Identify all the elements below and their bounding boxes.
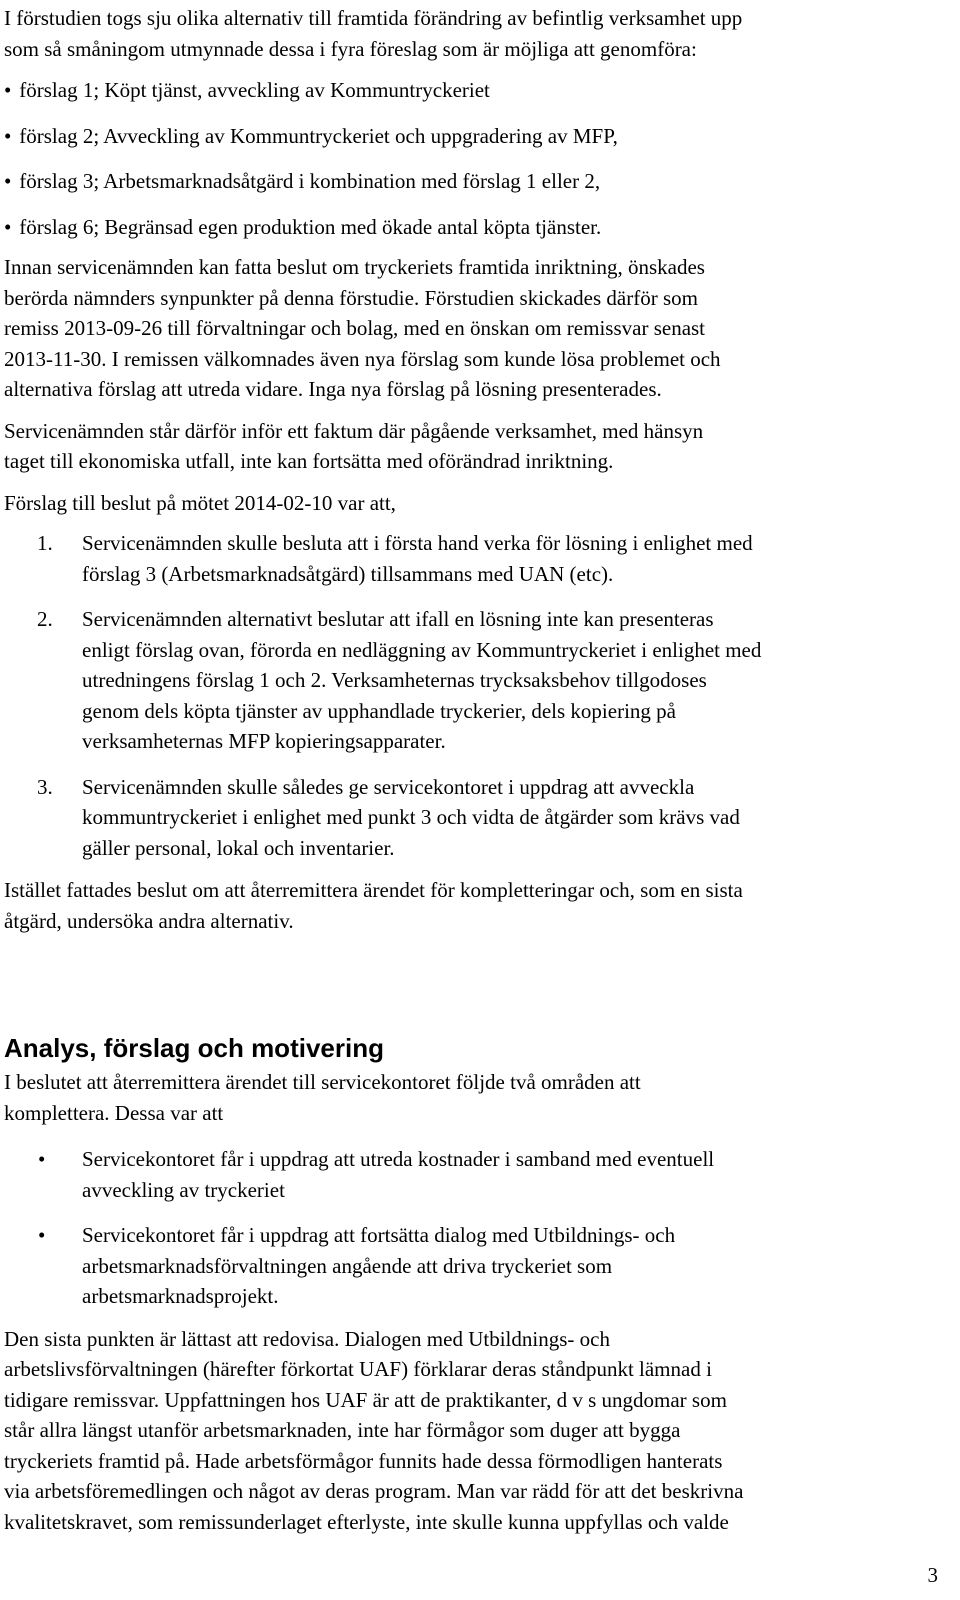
text-line: genom dels köpta tjänster av upphandlade tryckerier, dels kopiering på (82, 698, 676, 723)
list-item (4, 604, 949, 757)
section-heading: Analys, förslag och motivering (4, 1033, 384, 1063)
bullet-icon: • (38, 1223, 46, 1247)
list-item-text: förslag 6; Begränsad egen produktion med ökade antal köpta tjänster. (19, 214, 602, 239)
text-line: Istället fattades beslut om att återremittera ärendet för kompletteringar och, som en sista (4, 878, 743, 902)
text-line: utredningens förslag 1 och 2. Verksamheternas trycksaksbehov tillgodoses (82, 668, 707, 692)
analysis-bullet-list (4, 1144, 949, 1312)
last-point-paragraph (4, 1324, 949, 1538)
proposal-list (4, 75, 949, 242)
list-item-text (82, 604, 949, 757)
list-number: 2. (37, 607, 53, 631)
list-item (4, 121, 949, 152)
list-item (4, 75, 949, 106)
decision-list (4, 528, 949, 863)
instead-paragraph (4, 875, 949, 936)
text-line: gäller personal, lokal och inventarier. (82, 835, 395, 860)
text-line: I beslutet att återremittera ärendet till servicekontoret följde två områden att (4, 1070, 641, 1094)
list-number: 3. (37, 774, 53, 799)
text-line: kvalitetskravet, som remissunderlaget efterlyste, inte skulle kunna uppfyllas och valde (4, 1509, 729, 1534)
text-line: som så småningom utmynnade dessa i fyra föreslag som är möjliga att genomföra: (4, 36, 697, 61)
text-line: komplettera. Dessa var att (4, 1100, 224, 1125)
text-line: tryckeriets framtid på. Hade arbetsförmågor funnits hade dessa förmodligen hanterats (4, 1448, 723, 1473)
text-line: remiss 2013-09-26 till förvaltningar och bolag, med en önskan om remissvar senast (4, 316, 706, 340)
list-item-text (82, 772, 949, 864)
text-line: står allra längst utanför arbetsmarknaden, inte har förmågor som duger att bygga (4, 1418, 681, 1442)
faktum-paragraph (4, 416, 949, 477)
text-line: alternativa förslag att utreda vidare. Inga nya förslag på lösning presenterades. (4, 377, 662, 401)
text-line: tidigare remissvar. Uppfattningen hos UAF är att de praktikanter, d v s ungdomar som (4, 1387, 727, 1412)
text-line: förslag 3 (Arbetsmarknadsåtgärd) tillsammans med UAN (etc). (82, 561, 614, 586)
text-line: arbetslivsförvaltningen (härefter förkortat UAF) förklarar deras ståndpunkt lämnad i (4, 1357, 712, 1381)
text-line: berörda nämnders synpunkter på denna förstudie. Förstudien skickades därför som (4, 285, 698, 310)
list-item (4, 528, 949, 589)
list-item-text (82, 528, 949, 589)
list-item-text: förslag 2; Avveckling av Kommuntryckeriet och uppgradering av MFP, (19, 123, 618, 148)
page-number: 3 (927, 1563, 938, 1587)
list-item-text: förslag 3; Arbetsmarknadsåtgärd i kombination med förslag 1 eller 2, (19, 169, 601, 193)
bullet-icon: • (4, 78, 12, 102)
list-item (4, 1220, 949, 1312)
list-item-text: förslag 1; Köpt tjänst, avveckling av Kommuntryckeriet (19, 78, 490, 102)
document-page (4, 0, 949, 1537)
text-line: kommuntryckeriet i enlighet med punkt 3 och vidta de åtgärder som krävs vad (82, 805, 740, 829)
text-line: Servicekontoret får i uppdrag att fortsätta dialog med Utbildnings- och (82, 1223, 676, 1247)
bullet-icon: • (4, 214, 12, 239)
bullet-icon: • (38, 1147, 46, 1171)
text-line: Servicenämnden står därför inför ett faktum där pågående verksamhet, med hänsyn (4, 418, 704, 443)
list-item-text (82, 1220, 949, 1312)
text-line: via arbetsföremedlingen och något av deras program. Man var rädd för att det beskrivna (4, 1479, 744, 1503)
text-line: Den sista punkten är lättast att redovisa. Dialogen med Utbildnings- och (4, 1326, 610, 1351)
text-line: Servicenämnden skulle således ge servicekontoret i uppdrag att avveckla (82, 774, 695, 799)
intro-paragraph (4, 3, 949, 64)
list-item (4, 166, 949, 197)
meeting-proposal-line: Förslag till beslut på mötet 2014-02-10 var att, (4, 490, 396, 515)
text-line: enligt förslag ovan, förorda en nedläggning av Kommuntryckeriet i enlighet med (82, 637, 762, 662)
text-line: avveckling av tryckeriet (82, 1177, 285, 1202)
list-item-text (82, 1144, 949, 1205)
bullet-icon: • (4, 169, 12, 193)
text-line: Servicekontoret får i uppdrag att utreda kostnader i samband med eventuell (82, 1147, 715, 1171)
list-item (4, 772, 949, 864)
text-line: taget till ekonomiska utfall, inte kan fortsätta med oförändrad inriktning. (4, 449, 614, 473)
text-line: arbetsmarknadsprojekt. (82, 1284, 279, 1308)
remiss-paragraph (4, 252, 949, 405)
text-line: Servicenämnden skulle besluta att i första hand verka för lösning i enlighet med (82, 531, 753, 555)
list-number: 1. (37, 531, 53, 555)
text-line: åtgärd, undersöka andra alternativ. (4, 908, 294, 933)
text-line: Innan servicenämnden kan fatta beslut om tryckeriets framtida inriktning, önskades (4, 255, 705, 279)
analysis-intro-paragraph (4, 1067, 949, 1128)
list-item (4, 1144, 949, 1205)
text-line: Servicenämnden alternativt beslutar att ifall en lösning inte kan presenteras (82, 607, 714, 631)
list-item (4, 212, 949, 243)
text-line: verksamheternas MFP kopieringsapparater. (82, 729, 446, 753)
text-line: I förstudien togs sju olika alternativ till framtida förändring av befintlig verksamhet upp (4, 6, 743, 30)
text-line: 2013-11-30. I remissen välkomnades även nya förslag som kunde lösa problemet och (4, 346, 721, 371)
text-line: arbetsmarknadsförvaltningen angående att driva tryckeriet som (82, 1253, 613, 1278)
bullet-icon: • (4, 123, 12, 148)
